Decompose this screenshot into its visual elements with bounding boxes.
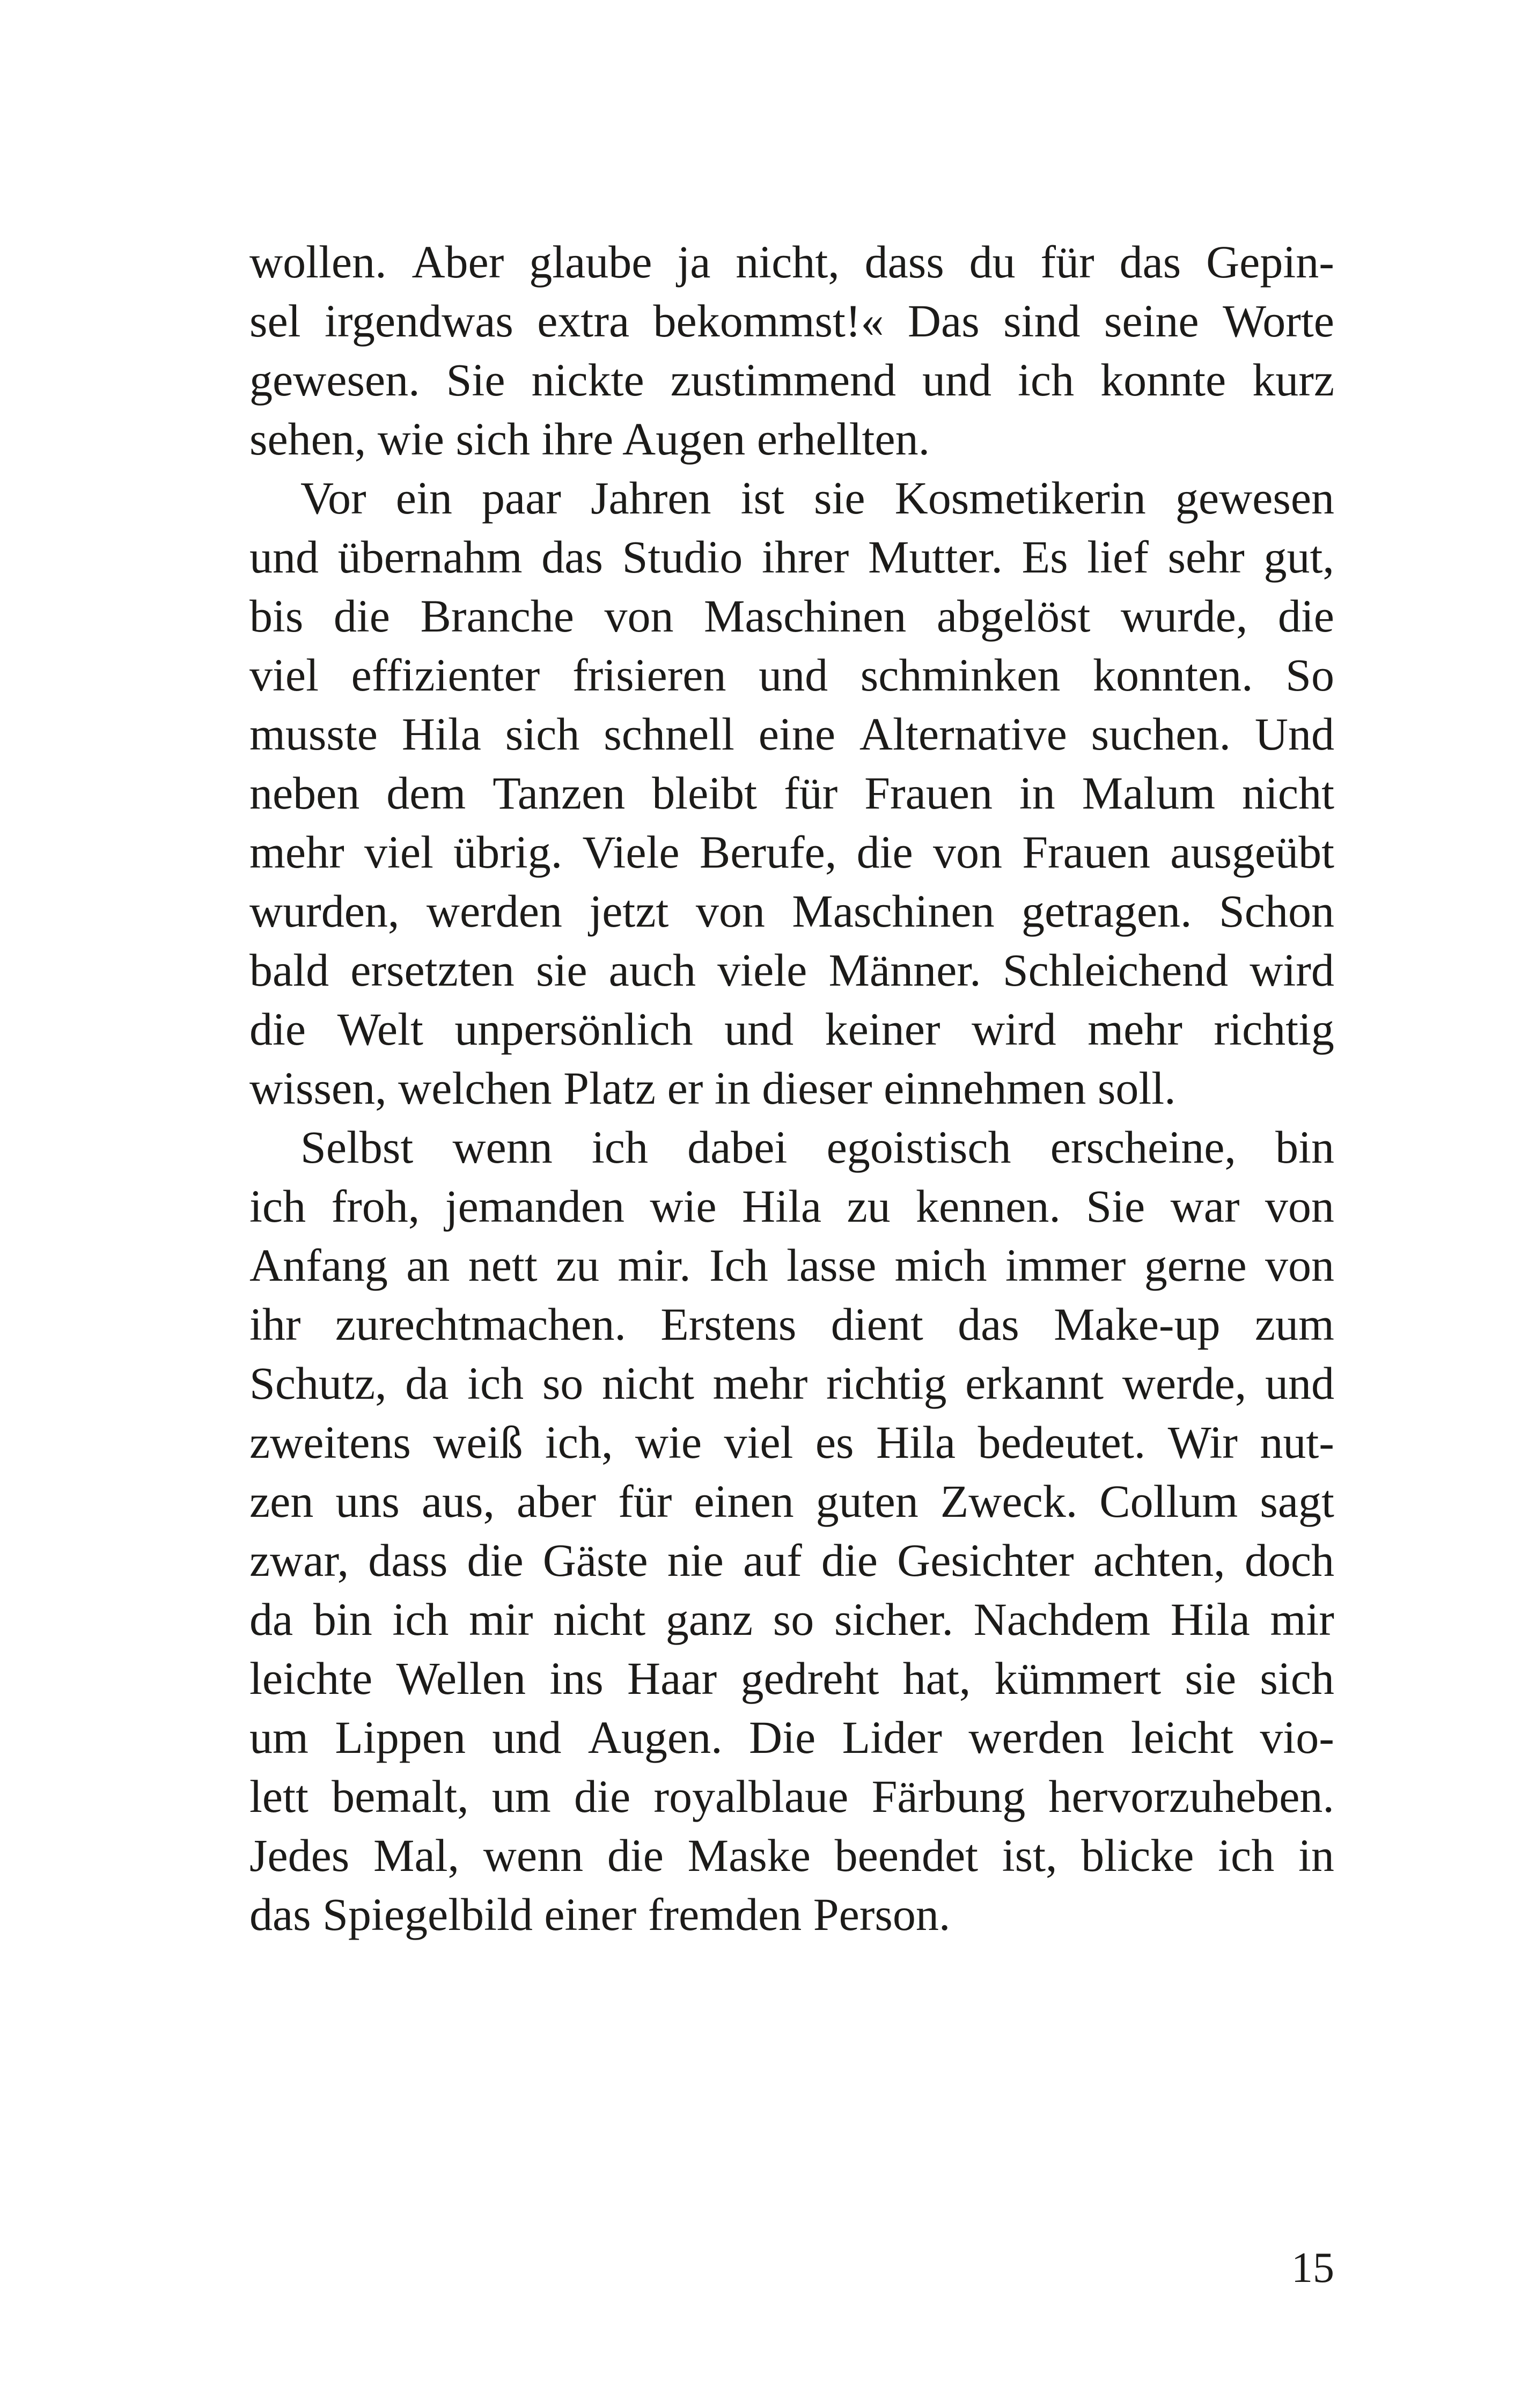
word: dem bbox=[386, 767, 466, 819]
word: wie bbox=[650, 1180, 717, 1232]
word: Maschinen bbox=[703, 590, 907, 642]
word: erscheine, bbox=[1050, 1121, 1236, 1173]
word: nicht bbox=[553, 1594, 646, 1645]
word: neben bbox=[249, 767, 360, 819]
word: Wellen bbox=[396, 1653, 526, 1704]
word: erkannt bbox=[965, 1357, 1104, 1409]
word: Lider bbox=[842, 1712, 942, 1763]
word: sel bbox=[249, 295, 301, 347]
word: ja bbox=[677, 236, 711, 288]
word: Jedes bbox=[249, 1830, 350, 1881]
word: ihrer bbox=[761, 531, 849, 583]
word: ich bbox=[1018, 354, 1075, 406]
word: lasse bbox=[787, 1239, 877, 1291]
page-number: 15 bbox=[1291, 2244, 1334, 2292]
word: die bbox=[574, 1771, 631, 1822]
word: und bbox=[492, 1712, 562, 1763]
word: immer bbox=[1005, 1239, 1126, 1291]
word: hervorzuheben. bbox=[1048, 1771, 1334, 1822]
word: Zweck. bbox=[940, 1475, 1078, 1527]
text-line bbox=[249, 941, 1334, 1000]
word: vio- bbox=[1260, 1712, 1334, 1763]
word: dass bbox=[864, 236, 944, 288]
word: richtig bbox=[1214, 1003, 1334, 1055]
text-line bbox=[249, 1118, 1334, 1177]
word: ich bbox=[249, 1180, 306, 1232]
word: Gepin- bbox=[1206, 236, 1334, 288]
text-line: sehen, wie sich ihre Augen erhellten. bbox=[249, 413, 930, 465]
word: nett bbox=[468, 1239, 538, 1291]
word: Viele bbox=[582, 826, 680, 878]
word: Maske bbox=[687, 1830, 811, 1881]
word: wie bbox=[635, 1416, 702, 1468]
word: von bbox=[1265, 1239, 1334, 1291]
text-line bbox=[249, 586, 1334, 645]
word: die bbox=[249, 1003, 306, 1055]
word: wurde, bbox=[1120, 590, 1248, 642]
word: sagt bbox=[1260, 1475, 1334, 1527]
word: lief bbox=[1087, 531, 1149, 583]
word: Kosmetikerin bbox=[894, 472, 1146, 524]
word: einen bbox=[694, 1475, 794, 1527]
text-line bbox=[249, 350, 1334, 409]
word: ihr bbox=[249, 1298, 301, 1350]
word: mich bbox=[894, 1239, 987, 1291]
word: Mal, bbox=[373, 1830, 460, 1881]
word: Vor bbox=[300, 472, 366, 524]
word: frisieren bbox=[572, 649, 726, 701]
word: sicher. bbox=[834, 1594, 953, 1645]
word: ist bbox=[740, 472, 784, 524]
word: mir bbox=[469, 1594, 533, 1645]
word: effizienter bbox=[351, 649, 540, 701]
word: auf bbox=[743, 1535, 802, 1586]
word: Welt bbox=[337, 1003, 423, 1055]
word: Frauen bbox=[1022, 826, 1151, 878]
word: in bbox=[1298, 1830, 1334, 1881]
word: dient bbox=[831, 1298, 923, 1350]
word: Jahren bbox=[591, 472, 711, 524]
text-line bbox=[249, 1177, 1334, 1236]
word: für bbox=[783, 767, 838, 819]
word: Hila bbox=[401, 708, 481, 760]
word: sehr bbox=[1167, 531, 1245, 583]
text-line bbox=[249, 763, 1334, 823]
word: ich bbox=[392, 1594, 449, 1645]
text-line bbox=[249, 232, 1334, 291]
word: gerne bbox=[1144, 1239, 1247, 1291]
text-line bbox=[249, 527, 1334, 586]
word: werden bbox=[426, 885, 562, 937]
word: auch bbox=[608, 944, 696, 996]
word: in bbox=[1019, 767, 1055, 819]
word: keiner bbox=[825, 1003, 940, 1055]
text-line bbox=[249, 1590, 1334, 1649]
word: froh, bbox=[331, 1180, 420, 1232]
word: Augen. bbox=[587, 1712, 723, 1763]
word: das bbox=[958, 1298, 1019, 1350]
word: Es bbox=[1022, 531, 1068, 583]
word: Alternative bbox=[859, 708, 1067, 760]
word: bekommst!« bbox=[653, 295, 884, 347]
word: Hila bbox=[876, 1416, 956, 1468]
word: zwar, bbox=[249, 1535, 349, 1586]
text-line bbox=[249, 1649, 1334, 1708]
word: suchen. bbox=[1091, 708, 1231, 760]
word: sie bbox=[814, 472, 865, 524]
word: ausgeübt bbox=[1170, 826, 1334, 878]
word: die bbox=[1277, 590, 1334, 642]
word: viele bbox=[717, 944, 807, 996]
word: achten, bbox=[1093, 1535, 1225, 1586]
word: bedeutet. bbox=[978, 1416, 1146, 1468]
word: übernahm bbox=[337, 531, 523, 583]
word: sich bbox=[1260, 1653, 1334, 1704]
word: viel bbox=[724, 1416, 793, 1468]
word: schminken bbox=[860, 649, 1061, 701]
word: jemanden bbox=[445, 1180, 624, 1232]
word: so bbox=[542, 1357, 584, 1409]
word: Worte bbox=[1222, 295, 1334, 347]
word: wurden, bbox=[249, 885, 400, 937]
word: an bbox=[406, 1239, 450, 1291]
word: sie bbox=[535, 944, 587, 996]
word: zu bbox=[847, 1180, 891, 1232]
word: werde, bbox=[1122, 1357, 1247, 1409]
word: sich bbox=[505, 708, 580, 760]
word: gedreht bbox=[740, 1653, 879, 1704]
word: weiß bbox=[433, 1416, 523, 1468]
word: ersetzten bbox=[350, 944, 515, 996]
word: es bbox=[815, 1416, 854, 1468]
text-line: das Spiegelbild einer fremden Person. bbox=[249, 1889, 951, 1940]
word: mehr bbox=[712, 1357, 808, 1409]
word: ins bbox=[549, 1653, 604, 1704]
word: nickte bbox=[531, 354, 644, 406]
word: leicht bbox=[1130, 1712, 1233, 1763]
word: für bbox=[618, 1475, 672, 1527]
word: bin bbox=[1275, 1121, 1334, 1173]
word: bleibt bbox=[652, 767, 758, 819]
word: die bbox=[856, 826, 913, 878]
word: dabei bbox=[687, 1121, 788, 1173]
word: blicke bbox=[1081, 1830, 1194, 1881]
word: eine bbox=[758, 708, 836, 760]
word: royalblaue bbox=[653, 1771, 849, 1822]
word: Und bbox=[1254, 708, 1334, 760]
word: zustimmend bbox=[670, 354, 897, 406]
word: ich bbox=[1218, 1830, 1275, 1881]
word: für bbox=[1040, 236, 1094, 288]
word: sie bbox=[1185, 1653, 1236, 1704]
word: zu bbox=[556, 1239, 600, 1291]
word: von bbox=[695, 885, 765, 937]
word: konnten. bbox=[1092, 649, 1253, 701]
word: kurz bbox=[1252, 354, 1334, 406]
text-line bbox=[249, 1413, 1334, 1472]
text-line bbox=[249, 1354, 1334, 1413]
word: um bbox=[249, 1712, 308, 1763]
word: konnte bbox=[1100, 354, 1226, 406]
word: jetzt bbox=[589, 885, 669, 937]
word: Berufe, bbox=[699, 826, 837, 878]
text-line bbox=[249, 1826, 1334, 1885]
word: Gesichter bbox=[897, 1535, 1074, 1586]
word: gewesen bbox=[1175, 472, 1334, 524]
text-line bbox=[249, 1531, 1334, 1590]
text-line bbox=[249, 1236, 1334, 1295]
word: von bbox=[604, 590, 674, 642]
text-line bbox=[249, 291, 1334, 350]
word: beendet bbox=[834, 1830, 979, 1881]
word: Frauen bbox=[864, 767, 993, 819]
word: und bbox=[922, 354, 992, 406]
text-line: wissen, welchen Platz er in dieser einnehmen soll. bbox=[249, 1062, 1176, 1114]
word: Malum bbox=[1082, 767, 1216, 819]
text-line bbox=[249, 1767, 1334, 1826]
word: bis bbox=[249, 590, 304, 642]
word: guten bbox=[815, 1475, 919, 1527]
word: lett bbox=[249, 1771, 308, 1822]
word: ganz bbox=[665, 1594, 753, 1645]
word: die bbox=[333, 590, 390, 642]
word: Schutz, bbox=[249, 1357, 387, 1409]
word: getragen. bbox=[1022, 885, 1192, 937]
word: richtig bbox=[826, 1357, 947, 1409]
word: von bbox=[932, 826, 1002, 878]
word: irgendwas bbox=[324, 295, 513, 347]
word: Branche bbox=[420, 590, 574, 642]
word: Studio bbox=[622, 531, 743, 583]
word: Aber bbox=[412, 236, 504, 288]
word: Das bbox=[907, 295, 980, 347]
word: Schleichend bbox=[1002, 944, 1229, 996]
text-line bbox=[249, 468, 1334, 527]
word: Hila bbox=[1170, 1594, 1250, 1645]
word: Hila bbox=[741, 1180, 822, 1232]
word: Männer. bbox=[828, 944, 981, 996]
word: bemalt, bbox=[332, 1771, 469, 1822]
word: Mutter. bbox=[868, 531, 1003, 583]
text-line bbox=[249, 1000, 1334, 1059]
word: das bbox=[541, 531, 603, 583]
text-line bbox=[249, 882, 1334, 941]
word: abgelöst bbox=[936, 590, 1091, 642]
word: hat, bbox=[902, 1653, 971, 1704]
word: wollen. bbox=[249, 236, 387, 288]
word: ich bbox=[591, 1121, 648, 1173]
word: Die bbox=[749, 1712, 816, 1763]
word: mir bbox=[1270, 1594, 1334, 1645]
word: da bbox=[249, 1594, 293, 1645]
word: egoistisch bbox=[826, 1121, 1011, 1173]
word: zen bbox=[249, 1475, 314, 1527]
word: Färbung bbox=[871, 1771, 1026, 1822]
word: nicht bbox=[601, 1357, 694, 1409]
word: ein bbox=[395, 472, 452, 524]
word: viel bbox=[249, 649, 319, 701]
word: wenn bbox=[483, 1830, 584, 1881]
word: Sie bbox=[446, 354, 505, 406]
word: das bbox=[1119, 236, 1181, 288]
word: Lippen bbox=[335, 1712, 466, 1763]
text-line bbox=[249, 645, 1334, 704]
word: und bbox=[1265, 1357, 1334, 1409]
word: wenn bbox=[452, 1121, 553, 1173]
word: aus, bbox=[421, 1475, 495, 1527]
word: ich bbox=[467, 1357, 524, 1409]
word: Nachdem bbox=[973, 1594, 1151, 1645]
word: paar bbox=[481, 472, 561, 524]
word: seine bbox=[1104, 295, 1199, 347]
word: gewesen. bbox=[249, 354, 420, 406]
word: leichte bbox=[249, 1653, 373, 1704]
word: Selbst bbox=[300, 1121, 414, 1173]
word: von bbox=[1265, 1180, 1334, 1232]
text-line bbox=[249, 704, 1334, 763]
word: viel bbox=[364, 826, 433, 878]
word: um bbox=[491, 1771, 551, 1822]
word: werden bbox=[968, 1712, 1105, 1763]
word: So bbox=[1285, 649, 1334, 701]
word: nicht, bbox=[736, 236, 840, 288]
word: übrig. bbox=[453, 826, 563, 878]
word: Maschinen bbox=[792, 885, 995, 937]
word: glaube bbox=[529, 236, 652, 288]
word: Collum bbox=[1099, 1475, 1238, 1527]
word: du bbox=[969, 236, 1016, 288]
word: mehr bbox=[1088, 1003, 1182, 1055]
word: bald bbox=[249, 944, 329, 996]
word: und bbox=[724, 1003, 794, 1055]
word: Schon bbox=[1218, 885, 1334, 937]
word: nicht bbox=[1242, 767, 1334, 819]
word: da bbox=[405, 1357, 449, 1409]
word: Anfang bbox=[249, 1239, 388, 1291]
word: Erstens bbox=[660, 1298, 797, 1350]
word: gut, bbox=[1263, 531, 1334, 583]
word: die bbox=[607, 1830, 664, 1881]
word: Tanzen bbox=[493, 767, 626, 819]
word: kennen. bbox=[916, 1180, 1061, 1232]
text-line bbox=[249, 823, 1334, 882]
word: uns bbox=[335, 1475, 400, 1527]
word: Make-up bbox=[1054, 1298, 1221, 1350]
word: doch bbox=[1244, 1535, 1334, 1586]
word: Wir bbox=[1167, 1416, 1238, 1468]
body-text bbox=[249, 232, 1334, 1944]
text-line bbox=[249, 1295, 1334, 1354]
word: Gäste bbox=[542, 1535, 648, 1586]
word: die bbox=[821, 1535, 878, 1586]
word: sind bbox=[1003, 295, 1081, 347]
word: kümmert bbox=[994, 1653, 1162, 1704]
word: zurechtmachen. bbox=[335, 1298, 626, 1350]
word: die bbox=[467, 1535, 524, 1586]
word: nut- bbox=[1260, 1416, 1334, 1468]
word: so bbox=[773, 1594, 814, 1645]
word: dass bbox=[368, 1535, 448, 1586]
word: Haar bbox=[627, 1653, 717, 1704]
word: ich, bbox=[545, 1416, 613, 1468]
word: nie bbox=[667, 1535, 724, 1586]
word: und bbox=[249, 531, 319, 583]
text-line bbox=[249, 1708, 1334, 1767]
word: aber bbox=[517, 1475, 597, 1527]
word: mir. bbox=[618, 1239, 691, 1291]
word: wird bbox=[1250, 944, 1334, 996]
word: Sie bbox=[1086, 1180, 1145, 1232]
word: war bbox=[1170, 1180, 1240, 1232]
word: zum bbox=[1254, 1298, 1334, 1350]
word: bin bbox=[313, 1594, 372, 1645]
word: extra bbox=[537, 295, 630, 347]
text-line bbox=[249, 1472, 1334, 1531]
word: unpersönlich bbox=[454, 1003, 693, 1055]
word: mehr bbox=[249, 826, 344, 878]
word: und bbox=[759, 649, 828, 701]
word: musste bbox=[249, 708, 378, 760]
word: schnell bbox=[604, 708, 734, 760]
word: zweitens bbox=[249, 1416, 411, 1468]
word: ist, bbox=[1002, 1830, 1057, 1881]
word: Ich bbox=[709, 1239, 768, 1291]
word: wird bbox=[972, 1003, 1056, 1055]
